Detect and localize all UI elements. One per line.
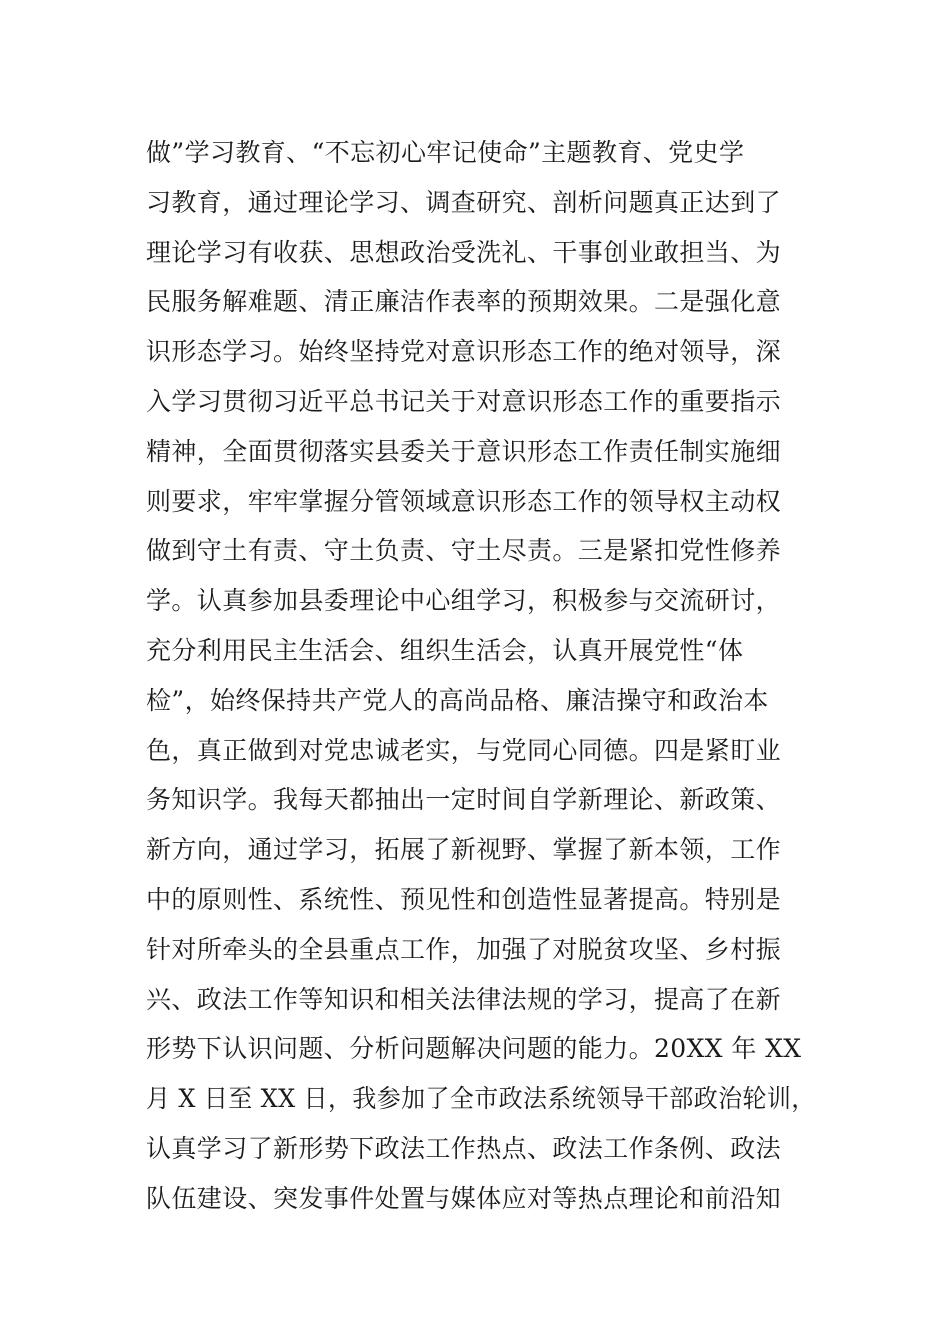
text-line: 中的原则性、系统性、预见性和创造性显著提高。特别是	[146, 884, 782, 914]
text-line: 识形态学习。始终坚持党对意识形态工作的绝对领导，深	[146, 337, 782, 367]
text-line: 做”学习教育、“不忘初心牢记使命”主题教育、党史学	[146, 138, 745, 167]
text-line: 月 X 日至 XX 日，我参加了全市政法系统领导干部政治轮训，	[146, 1084, 816, 1114]
text-line: 理论学习有收获、思想政治受洗礼、干事创业敢担当、为	[146, 237, 782, 267]
text-line: 兴、政法工作等知识和相关法律法规的学习，提高了在新	[146, 984, 782, 1014]
text-line: 检”，始终保持共产党人的高尚品格、廉洁操守和政治本	[146, 685, 769, 715]
text-line: 入学习贯彻习近平总书记关于对意识形态工作的重要指示	[146, 386, 782, 416]
text-line: 队伍建设、突发事件处置与媒体应对等热点理论和前沿知	[146, 1183, 782, 1213]
text-line: 学。认真参加县委理论中心组学习，积极参与交流研讨，	[146, 586, 782, 616]
text-line: 则要求，牢牢掌握分管领域意识形态工作的领导权主动权	[146, 486, 782, 516]
text-line: 形势下认识问题、分析问题解决问题的能力。20XX 年 XX	[146, 1034, 802, 1064]
text-line: 色，真正做到对党忠诚老实，与党同心同德。四是紧盯业	[146, 735, 782, 765]
text-line: 务知识学。我每天都抽出一定时间自学新理论、新政策、	[146, 785, 782, 815]
text-line: 针对所牵头的全县重点工作，加强了对脱贫攻坚、乡村振	[146, 934, 782, 964]
text-line: 民服务解难题、清正廉洁作表率的预期效果。二是强化意	[146, 287, 782, 317]
text-line: 做到守土有责、守土负责、守土尽责。三是紧扣党性修养	[146, 536, 782, 566]
text-line: 新方向，通过学习，拓展了新视野、掌握了新本领，工作	[146, 835, 782, 865]
text-line: 认真学习了新形势下政法工作热点、政法工作条例、政法	[146, 1133, 782, 1163]
text-line: 习教育，通过理论学习、调查研究、剖析问题真正达到了	[146, 187, 782, 217]
text-line: 精神，全面贯彻落实县委关于意识形态工作责任制实施细	[146, 436, 782, 466]
body-text	[146, 128, 816, 1224]
text-line: 充分利用民主生活会、组织生活会，认真开展党性“体	[146, 635, 744, 665]
